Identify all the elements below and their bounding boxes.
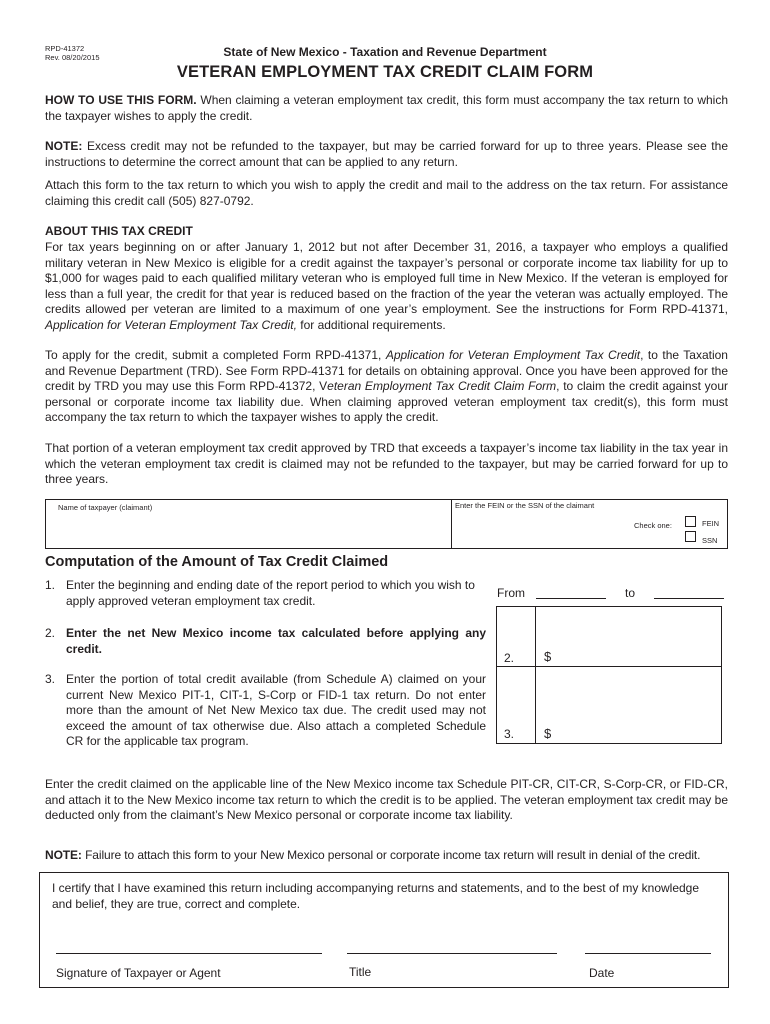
- item-1-text: Enter the beginning and ending date of the report period to which you wish to apply approved veteran employment tax credit.: [66, 578, 475, 608]
- certification-box: [39, 872, 729, 988]
- about-p2-italic-1: Application for Veteran Employment Tax Credit: [385, 348, 641, 362]
- from-date-field[interactable]: [536, 598, 606, 599]
- taxpayer-name-label: Name of taxpayer (claimant): [58, 503, 153, 512]
- about-p2-a: To apply for the credit, submit a completed Form RPD-41371,: [45, 348, 382, 362]
- line-2-dollar: $: [544, 649, 552, 664]
- amount-table-divider: [535, 607, 536, 743]
- ssn-label: SSN: [702, 536, 718, 545]
- claimant-divider: [451, 500, 452, 548]
- title-field[interactable]: [347, 953, 557, 954]
- title-label: Title: [349, 965, 372, 979]
- note-2-text: Failure to attach this form to your New Mexico personal or corporate income tax return will result in denial of the credit.: [85, 848, 701, 862]
- item-3-number: 3.: [45, 672, 56, 686]
- about-paragraph-1: [45, 240, 728, 333]
- fein-ssn-label: Enter the FEIN or the SSN of the claimant: [455, 501, 595, 510]
- taxpayer-name-field[interactable]: [58, 516, 443, 544]
- how-to-text: When claiming a veteran employment tax credit, this form must accompany the tax return to which the taxpayer wishes to apply the credit.: [45, 93, 728, 123]
- to-label: to: [625, 586, 636, 600]
- attach-paragraph: Attach this form to the tax return to which you wish to apply the credit and mail to the address on the tax return. For assistance claiming this credit call (505) 827-0792.: [45, 178, 728, 208]
- line-3-amount-field[interactable]: [557, 721, 717, 739]
- fein-label: FEIN: [702, 519, 720, 528]
- about-p1-text: For tax years beginning on or after January 1, 2012 but not after December 31, 2016, a taxpayer who employs a qualified military veteran in New Mexico is eligible for a credit against the taxpayer’s personal or corporate income tax liability for up to $1,000 for wages paid to each qualified military veteran who is employed full time in New Mexico. If the veteran is employed for less than a full year, the credit for that year is reduced based on the fraction of the year the veteran was actually employed. The credits allowed per veteran are limited to a maximum of one year’s employment. See the instructions for Form RPD-41371,: [45, 240, 728, 316]
- item-2-number: 2.: [45, 626, 56, 640]
- amount-table: [496, 606, 722, 744]
- item-2-text: Enter the net New Mexico income tax calculated before applying any credit.: [66, 626, 486, 656]
- note-2-paragraph: [45, 848, 728, 864]
- about-p2-b: , to the Taxation and Revenue Department (TRD). See Form RPD-41371 for details on obtaining approval. Once you have been approved for the credit by TRD you may use this Form RPD-41372, V: [45, 348, 728, 393]
- fein-checkbox[interactable]: [685, 516, 696, 527]
- ssn-checkbox[interactable]: [685, 531, 696, 542]
- signature-label: Signature of Taxpayer or Agent: [56, 966, 221, 980]
- how-to-label: HOW TO USE THIS FORM.: [45, 93, 197, 107]
- claimant-box: [45, 499, 728, 549]
- note-label: NOTE:: [45, 139, 83, 153]
- to-date-field[interactable]: [654, 598, 724, 599]
- amount-table-row-divider: [497, 666, 721, 667]
- about-paragraph-3: That portion of a veteran employment tax credit approved by TRD that exceeds a taxpayer’s income tax liability in the tax year in which the veteran employment tax credit is claimed may not be refunded to the taxpayer, but may be carried forward for up to three years.: [45, 441, 728, 486]
- about-p2-c: , to claim the credit against your personal or corporate income tax liability due. When claiming approved veteran employment tax credit(s), this form must accompany the tax return to which the taxpayer wishes to apply the credit.: [45, 379, 728, 424]
- form-revision: Rev. 08/20/2015: [45, 53, 100, 62]
- enter-credit-paragraph: Enter the credit claimed on the applicable line of the New Mexico income tax Schedule PIT-CR, CIT-CR, S-Corp-CR, or FID-CR, and attach it to the New Mexico income tax return to which the credit is to be applied. The veteran employment tax credit may be deducted only from the claimant’s New Mexico personal or corporate income tax liability.: [45, 777, 728, 822]
- about-heading: ABOUT THIS TAX CREDIT: [45, 224, 193, 238]
- form-title: VETERAN EMPLOYMENT TAX CREDIT CLAIM FORM: [176, 63, 594, 81]
- line-3-dollar: $: [544, 726, 552, 741]
- note-2-label: NOTE:: [45, 848, 82, 862]
- line-3-label: 3.: [504, 727, 515, 741]
- date-label: Date: [589, 966, 615, 980]
- about-p1-italic: Application for Veteran Employment Tax Credit,: [45, 317, 297, 332]
- note-text: Excess credit may not be refunded to the taxpayer, but may be carried forward for up to three years. Please see the instructions to determine the correct amount that can be applied to any return.: [45, 139, 728, 169]
- check-one-label: Check one:: [634, 521, 672, 530]
- note-paragraph: [45, 139, 728, 170]
- from-label: From: [497, 586, 525, 600]
- form-number: RPD-41372: [45, 44, 85, 53]
- line-2-amount-field[interactable]: [557, 645, 717, 663]
- about-paragraph-2: [45, 348, 728, 426]
- agency-name: State of New Mexico - Taxation and Revenue Department: [223, 45, 547, 59]
- item-1-number: 1.: [45, 578, 56, 592]
- certification-text: I certify that I have examined this return including accompanying returns and statements, and to the best of my knowledge and belief, they are true, correct and complete.: [52, 881, 700, 911]
- about-p2-italic-2: eteran Employment Tax Credit Claim Form: [327, 379, 557, 393]
- computation-heading: Computation of the Amount of Tax Credit Claimed: [45, 554, 389, 570]
- signature-field[interactable]: [56, 953, 322, 954]
- line-2-label: 2.: [504, 651, 515, 665]
- about-p1-end: for additional requirements.: [300, 317, 446, 332]
- how-to-paragraph: [45, 93, 728, 124]
- item-3-text: Enter the portion of total credit available (from Schedule A) claimed on your current New Mexico PIT-1, CIT-1, S-Corp or FID-1 tax return. Do not enter more than the amount of Net New Mexico tax due. The credit used may not exceed the amount of tax otherwise due. Also attach a completed Schedule CR for the applicable tax program.: [66, 672, 486, 748]
- date-field[interactable]: [585, 953, 711, 954]
